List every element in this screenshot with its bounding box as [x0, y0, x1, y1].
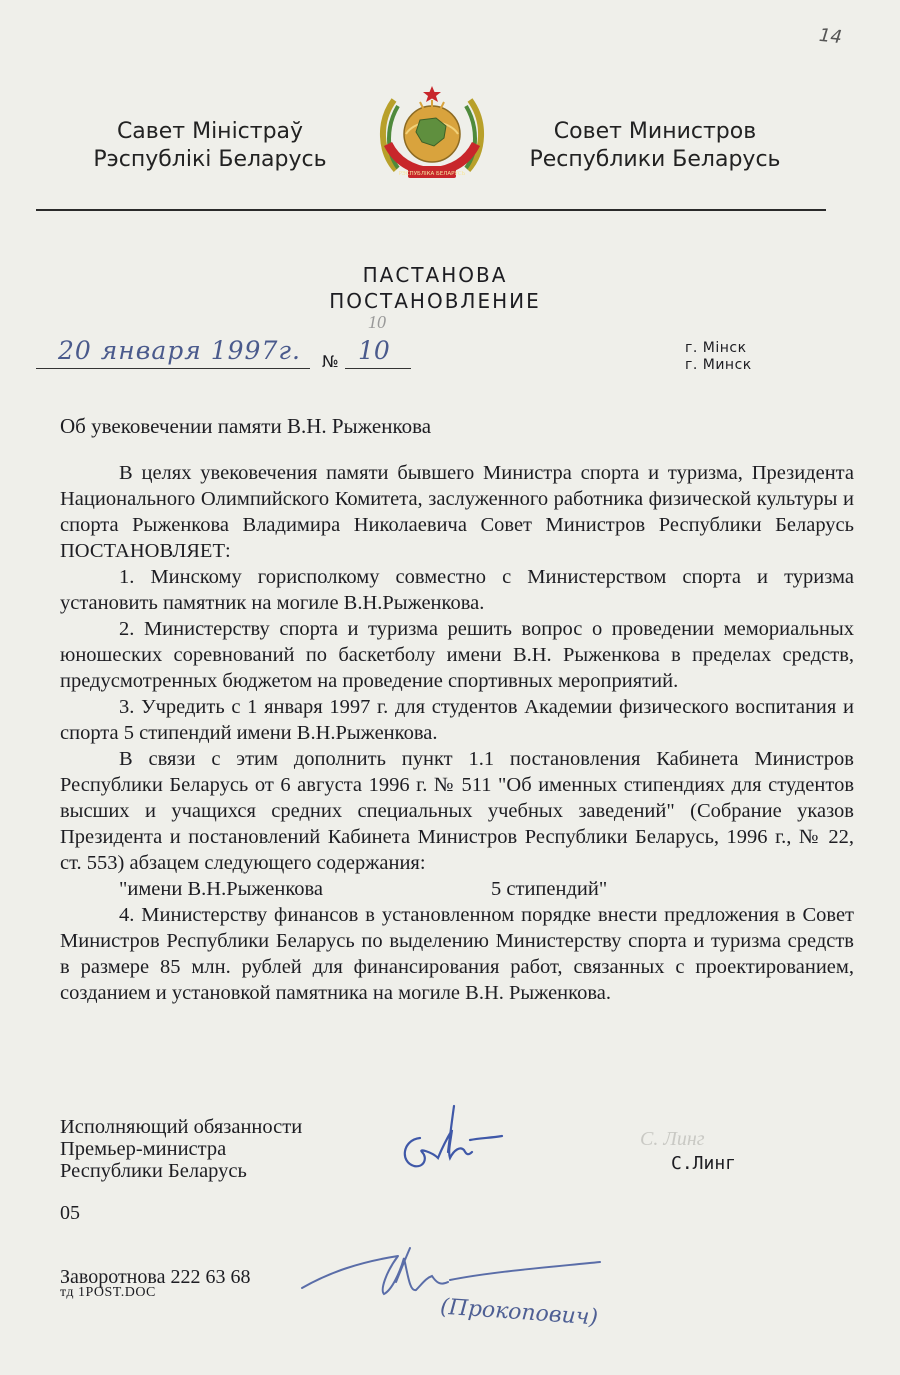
signatory-title [60, 1116, 302, 1182]
paragraph-amendment: В связи с этим дополнить пункт 1.1 постановления Кабинета Министров Республики Беларусь от 6 августа 1996 г. № 511 "Об именных стипендиях для студентов высших и учащихся средних специальных учебных заведений" (Собрание указов Президента и постановлений Кабинета Министров Республики Беларусь, 1996 г., № 22, ст. 553) абзацем следующего содержания: [60, 748, 854, 874]
paragraph-item-1: 1. Минскому горисполкому совместно с Министерством спорта и туризма установить памятник на могиле В.Н.Рыженкова. [60, 566, 854, 614]
document-type-by: ПАСТАНОВА [362, 263, 508, 287]
header-right-line1: Совет Министров [553, 119, 757, 144]
header-right-line2: Республики Беларусь [529, 147, 781, 172]
signatory-title-line2: Премьер-министра [60, 1138, 227, 1160]
city-belarusian: г. Мінск [685, 340, 747, 356]
signatory-title-line3: Республики Беларусь [60, 1160, 247, 1182]
document-number: 10 [358, 336, 390, 365]
document-subject: Об увековечении памяти В.Н. Рыженкова [60, 414, 432, 438]
paragraph-item-4: 4. Министерству финансов в установленном порядке внести предложения в Совет Министров Республики Беларусь по выделению Министерству спорта и туризма средств в размере 85 млн. рублей для финансирования работ, связанных с проектированием, созданием и установкой памятника на могиле В.Н. Рыженкова. [60, 904, 854, 1004]
quote-right: 5 стипендий" [491, 878, 608, 900]
signature-icon [392, 1100, 512, 1180]
header-belarusian [90, 118, 330, 174]
paragraph-item-3: 3. Учредить с 1 января 1997 г. для студентов Академии физического воспитания и спорта 5 стипендий имени В.Н.Рыженкова. [60, 696, 854, 744]
number-label: № [322, 352, 339, 371]
executor-contact: Заворотнова 222 63 68 [60, 1266, 251, 1288]
document-date: 20 января 1997г. [58, 336, 301, 365]
header-left-line2: Рэспублікі Беларусь [93, 147, 327, 172]
state-emblem-icon [376, 82, 488, 186]
city-russian: г. Минск [685, 357, 752, 373]
header-divider [36, 209, 826, 211]
document-code: 05 [60, 1202, 80, 1224]
handwritten-number-note: 10 [368, 312, 386, 332]
document-type [290, 262, 580, 314]
quote-left: "имени В.Н.Рыженкова [119, 878, 324, 900]
paragraph-item-2: 2. Министерству спорта и туризма решить вопрос о проведении мемориальных юношеских соревнований по баскетболу имени В.Н. Рыженкова в пределах средств, предусмотренных бюджетом на проведение спортивных мероприятий. [60, 618, 854, 692]
signatory-name: С.Линг [671, 1153, 737, 1174]
document-body [60, 460, 854, 1006]
header-left-line1: Савет Міністраў [116, 119, 304, 144]
approver-name-handwritten: (Прокопович) [439, 1294, 599, 1331]
header-russian [520, 118, 790, 174]
paragraph-preamble: В целях увековечения памяти бывшего Министра спорта и туризма, Президента Национального Олимпийского Комитета, заслуженного работника физической культуры и спорта Рыженкова Владимира Николаевича Совет Министров Республики Беларусь ПОСТАНОВЛЯЕТ: [60, 462, 854, 562]
file-reference: тд 1POST.DOC [60, 1285, 156, 1300]
emblem-ribbon-text: РЭСПУБЛІКА БЕЛАРУСЬ [398, 171, 466, 177]
document-type-ru: ПОСТАНОВЛЕНИЕ [329, 289, 541, 313]
signatory-title-line1: Исполняющий обязанности [60, 1116, 303, 1138]
city [685, 340, 752, 374]
quoted-addition [60, 876, 854, 902]
faint-name-imprint: С. Линг [640, 1128, 705, 1150]
archive-page-number: 14 [818, 24, 844, 49]
